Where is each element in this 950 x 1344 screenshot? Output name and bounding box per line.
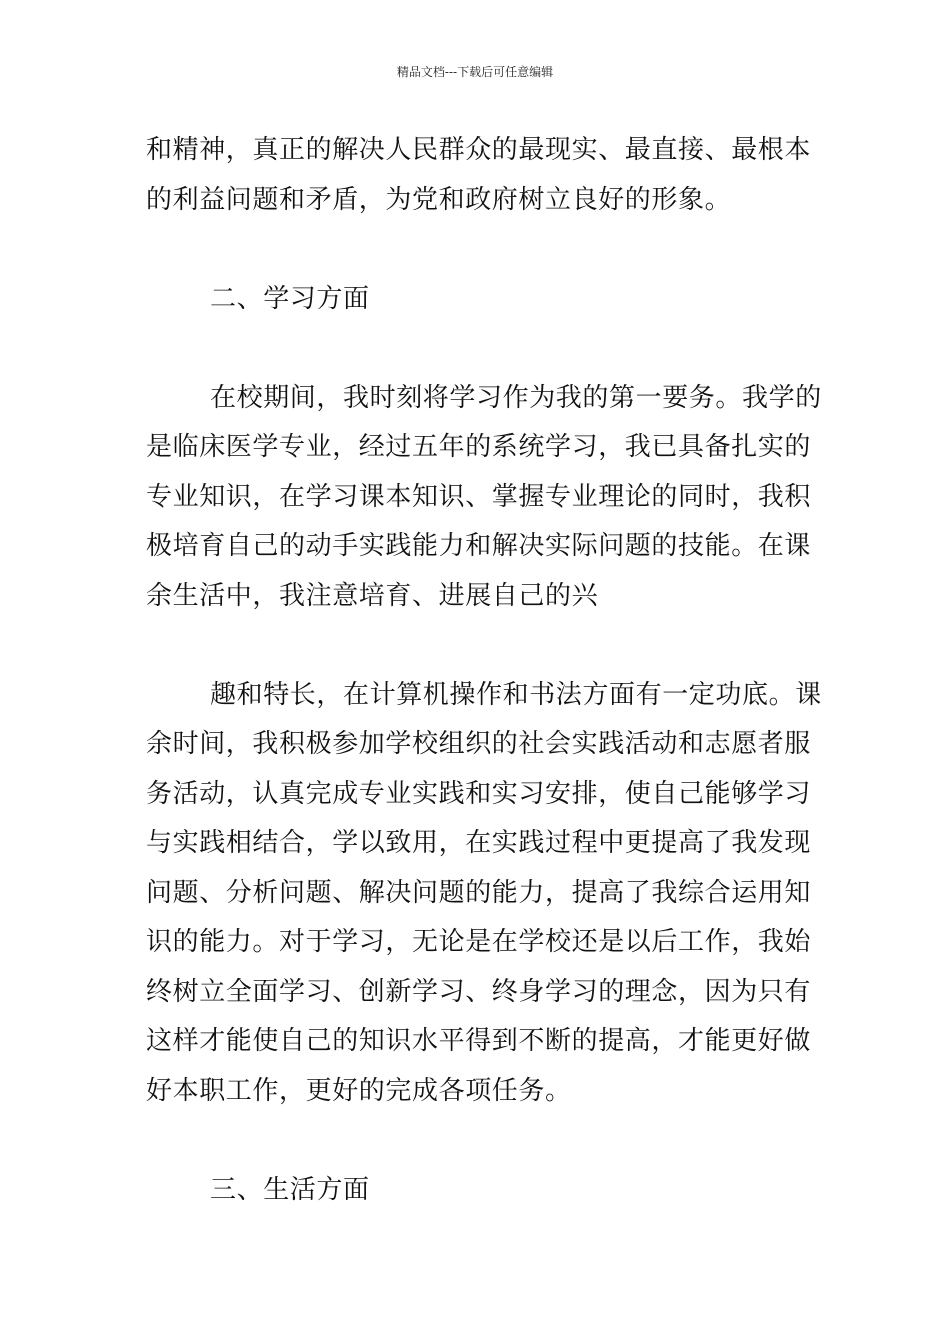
paragraph-gap — [146, 1116, 811, 1166]
paragraph-study-2 — [146, 671, 822, 1117]
document-body — [146, 126, 822, 1215]
section-heading-study: 二、学习方面 — [210, 283, 370, 314]
text-line: 与实践相结合，学以致用，在实践过程中更提高了我发现 — [146, 828, 812, 858]
page-header: 精品文档---下载后可任意编辑 — [396, 65, 554, 79]
text-line: 识的能力。对于学习，无论是在学校还是以后工作，我始 — [146, 927, 812, 957]
text-line: 是临床医学专业，经过五年的系统学习，我已具备扎实的 — [146, 432, 812, 462]
text-line: 问题、分析问题、解决问题的能力，提高了我综合运用知 — [146, 877, 812, 908]
text-line: 好本职工作，更好的完成各项任务。 — [146, 1075, 572, 1106]
text-line: 极培育自己的动手实践能力和解决实际问题的技能。在课 — [146, 531, 812, 561]
text-line: 务活动，认真完成专业实践和实习安排，使自己能够学习 — [146, 778, 812, 809]
text-line: 的利益问题和矛盾，为党和政府树立良好的形象。 — [146, 184, 732, 215]
text-line: 和精神，真正的解决人民群众的最现实、最直接、最根本 — [146, 135, 812, 165]
section-heading-life: 三、生活方面 — [210, 1174, 370, 1205]
text-line: 趣和特长，在计算机操作和书法方面有一定功底。课 — [210, 679, 822, 710]
paragraph-study-1 — [146, 374, 822, 622]
paragraph-gap — [146, 621, 811, 671]
text-line: 这样才能使自己的知识水平得到不断的提高，才能更好做 — [146, 1026, 812, 1056]
text-line: 余生活中，我注意培育、进展自己的兴 — [146, 580, 599, 611]
text-line: 在校期间，我时刻将学习作为我的第一要务。我学的 — [210, 382, 822, 413]
text-line: 终树立全面学习、创新学习、终身学习的理念，因为只有 — [146, 976, 812, 1007]
paragraph-continuation — [146, 126, 811, 225]
text-line: 专业知识，在学习课本知识、掌握专业理论的同时，我积 — [146, 481, 812, 512]
paragraph-gap — [146, 324, 811, 374]
paragraph-gap — [146, 225, 811, 275]
text-line: 余时间，我积极参加学校组织的社会实践活动和志愿者服 — [146, 729, 812, 759]
